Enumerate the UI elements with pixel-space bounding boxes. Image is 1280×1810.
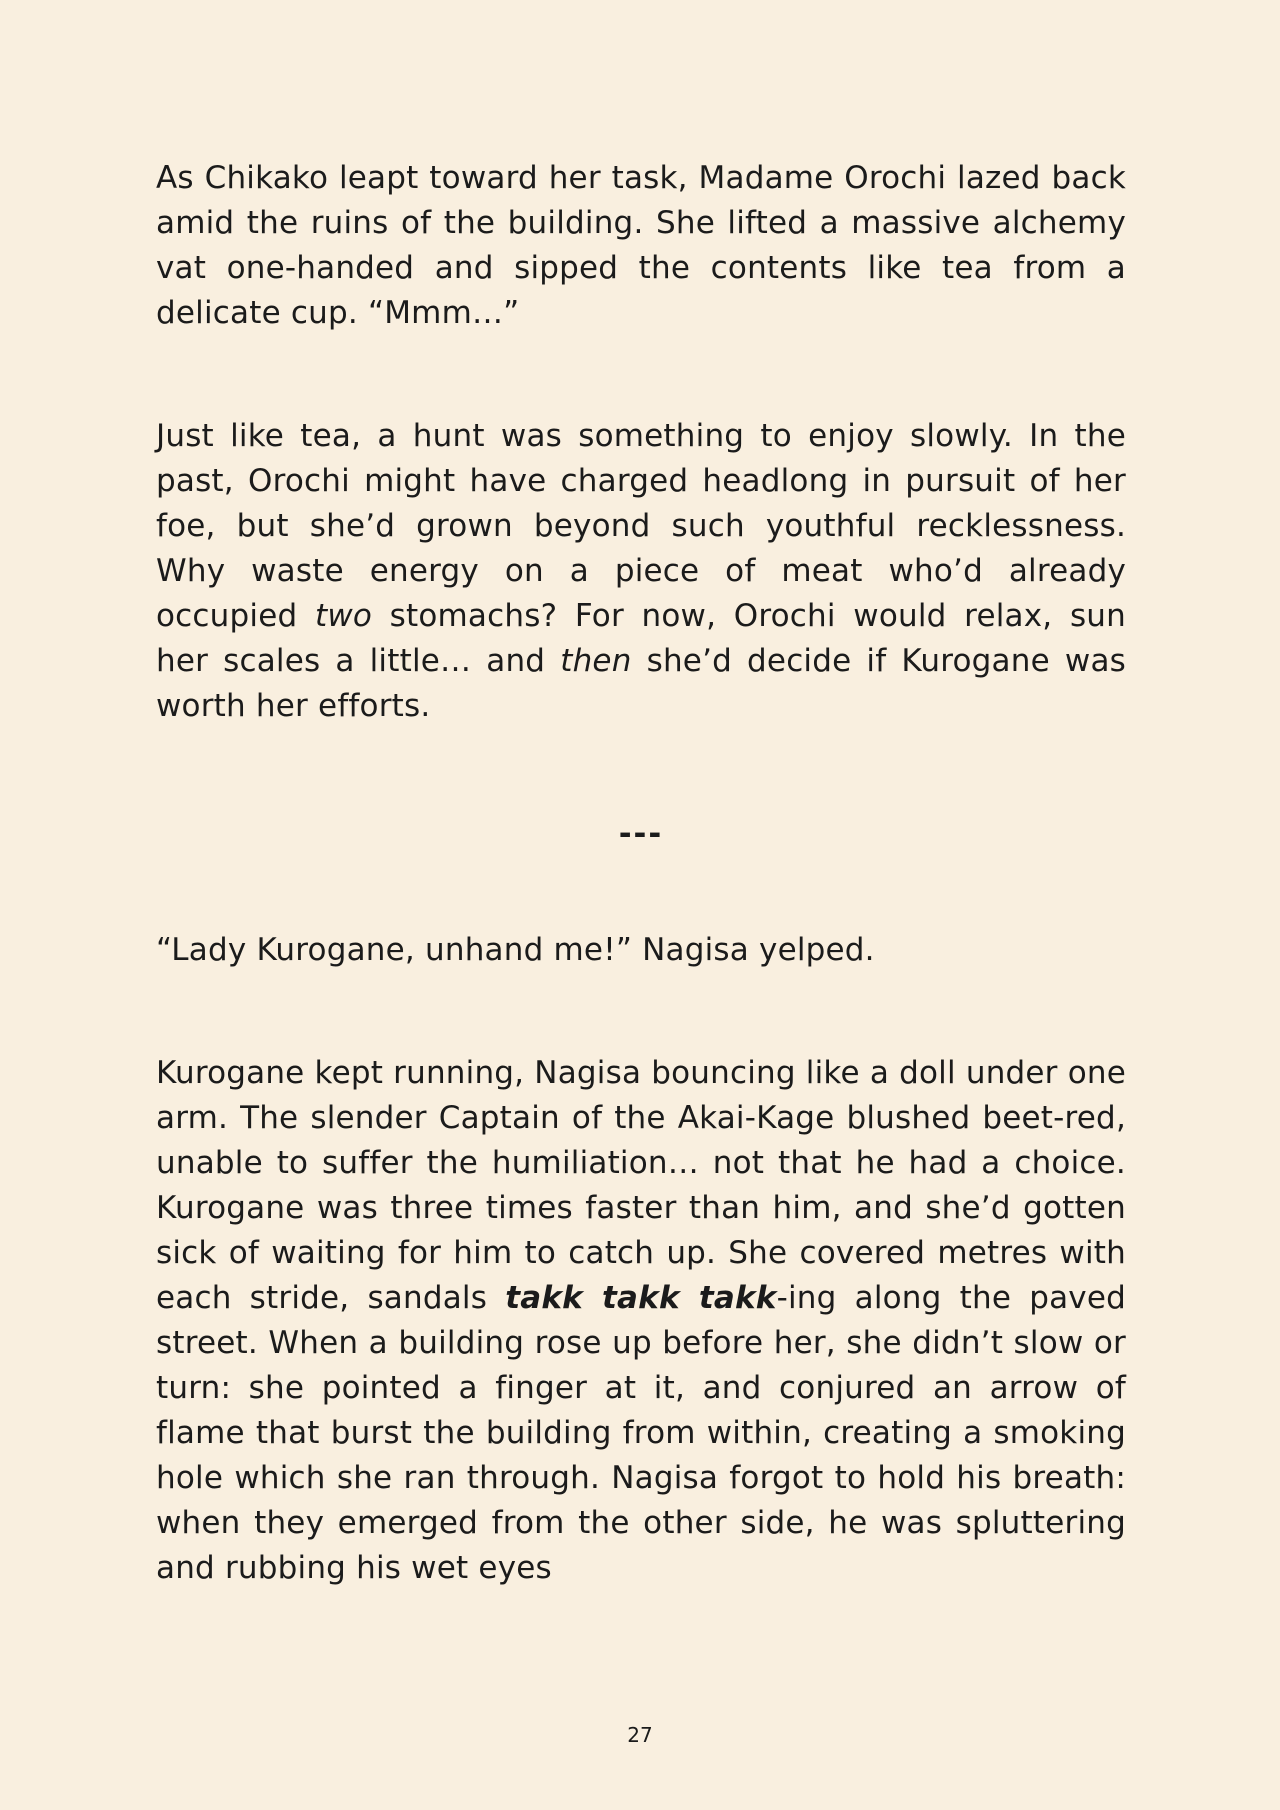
emphasis-then: then xyxy=(560,643,632,679)
paragraph-text: -ing along the paved street. When a building rose up before her, she didn’t slow or turn: she pointed a finger at it, and conjured an arrow of flame that burst the building from within, creating a smoking hole which she ran through. Nagisa forgot to hold his breath: when they emerged from the other side, he was spluttering and rubbing his wet eyes xyxy=(156,1280,1126,1586)
page-number: 27 xyxy=(627,1723,653,1747)
paragraph-text: As Chikako leapt toward her task, Madame Orochi lazed back amid the ruins of the building. She lifted a massive alchemy vat one-handed and sipped the contents like tea from a delicate cup. “Mmm…” xyxy=(156,160,1126,331)
paragraph-orochi-tea xyxy=(156,156,1126,336)
paragraph-text: she’d decide if Kurogane was worth her efforts. xyxy=(156,643,1126,724)
emphasis-takk: takk takk takk xyxy=(505,1280,777,1316)
paragraph-text: stomachs? For now, Orochi would relax, sun her scales a little… and xyxy=(156,598,1126,679)
paragraph-text: Just like tea, a hunt was something to enjoy slowly. In the past, Orochi might have charged headlong in pursuit of her foe, but she’d grown beyond such youthful recklessness. Why waste energy on a piece of meat who’d already occupied xyxy=(156,418,1126,634)
paragraph-text: “Lady Kurogane, unhand me!” Nagisa yelped. xyxy=(156,932,875,968)
paragraph-kurogane-running xyxy=(156,1051,1126,1591)
paragraph-hunt xyxy=(156,414,1126,729)
paragraph-text: Kurogane kept running, Nagisa bouncing like a doll under one arm. The slender Captain of the Akai-Kage blushed beet-red, unable to suffer the humiliation… not that he had a choice. Kurogane was three times faster than him, and she’d gotten sick of waiting for him to catch up. She covered metres with each stride, sandals xyxy=(156,1055,1126,1316)
emphasis-two: two xyxy=(314,598,373,634)
scene-separator: --- xyxy=(618,816,664,852)
paragraph-nagisa-yelp xyxy=(156,928,1126,973)
